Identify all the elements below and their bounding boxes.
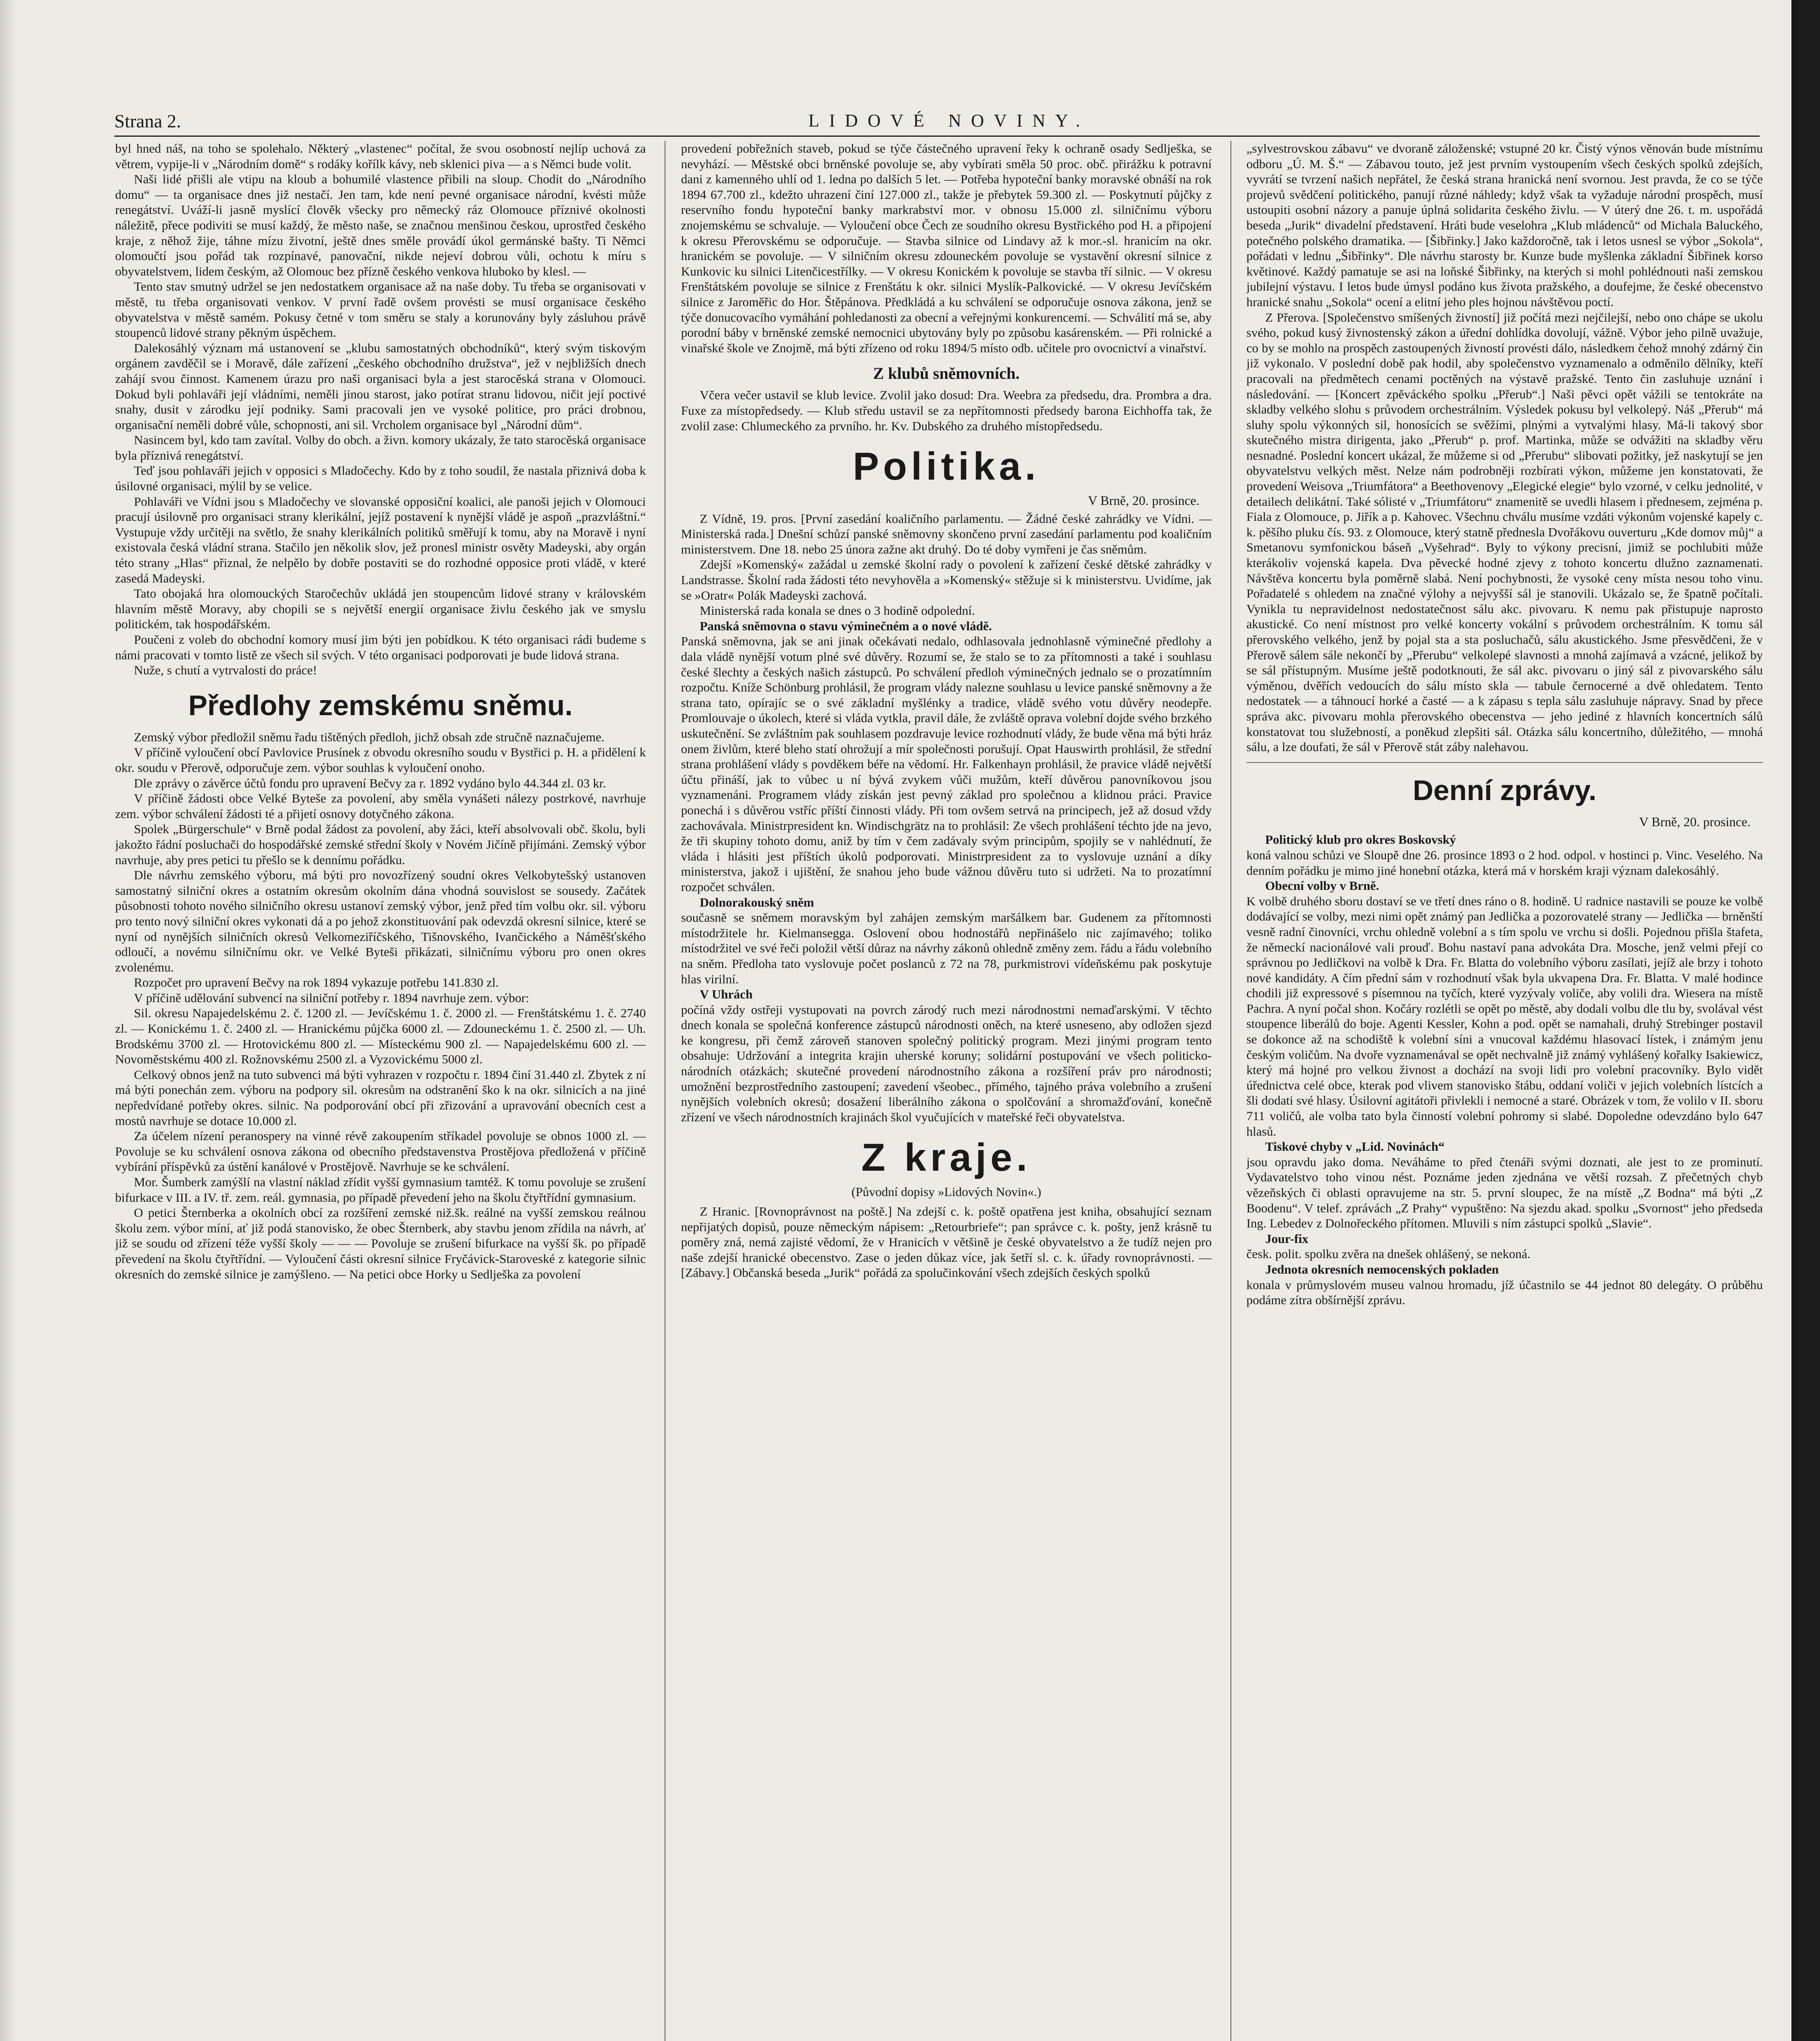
paragraph: Celkový obnos jenž na tuto subvenci má býti vyhrazen v rozpočtu r. 1894 činí 31.440 zl. Zbytek z ní má býti ponechán zem. výboru na podpory sil. okresům na odstranění ško k na okr. silnicích a na jiné nepředvídané potřeby okres. silnic. Na podporování obcí při zřizování a upravování obecních cest a mostů navrhuje se dotace 10.000 zl. [115, 1067, 646, 1128]
paragraph: Mor. Šumberk zamýšlí na vlastní náklad zřídit vyšší gymnasium tamtéž. K tomu povoluje se zrušení bifurkace v III. a IV. tř. zem. reál. gymnasia, po případě převedení jeho na školu čtyřtřídní gymnasium. [115, 1175, 646, 1205]
column-2 [681, 141, 1212, 2041]
masthead: LIDOVÉ NOVINY. [808, 111, 1090, 131]
paragraph: Zdejší »Komenský« zažádal u zemské školní rady o povolení k zařízení české dětské zahrádky v Landstrasse. Školní rada žádosti této nevyhověla a »Komenský« stěžuje si k ministerstvu. Uvidíme, jak se »Oratr« Polák Madeyski zachová. [681, 557, 1212, 603]
paragraph: Rozpočet pro upravení Bečvy na rok 1894 vykazuje potřebu 141.830 zl. [134, 975, 499, 990]
paragraph: Zemský výbor předložil sněmu řadu tištěných předloh, jichž obsah zde stručně naznačujeme. [134, 729, 605, 744]
paragraph-lead: Jour-fix [1265, 1231, 1308, 1246]
paragraph: Panská sněmovna, jak se ani jinak očekávati nedalo, odhlasovala jednohlasně výminečné předlohy a dala vládě nynější votum plné své důvěry. Rozumí se, že stalo se to za přítomnosti a také i souhlasu české šlechty a českých našich zástupců. Po schválení předloh výminečných jednalo se o prozatímním rozpočtu. Kníže Schönburg prohlásil, že program vlády nalezne souhlasu u levice panské sněmovny a že strana tato, opírajíc se o své základní myšlénky a tradice, vládě svého votu důvěry neodepře. Promlouvaje o úkolech, které si vláda vytkla, pravil dále, že zvláště oprava volební dojde svého brzkého uskutečnění. Se zvláštním pak souhlasem pozdravuje levice rozhodnutí vlády, že bude věna má býti hráz onem živlům, které bleho statí ohrožují a mír společnosti porušují. Opat Hauswirth prohlásil, že střední strana prohlášení vlády s povděkem béře na vědomí. Hr. Falkenhayn prohlásil, že pravice vládě největší účtu přináší, jak to vůbec u ní bývá zvykem vůči mužům, kteří důvěrou panovníkovou jsou vyznamenáni. Programem vlády získán jest pevný základ pro společnou a klidnou práci. Pravice ponechá i s důvěrou vstříc příští činnosti vlády. Při tom ovšem setrvá na principech, jež až dosud vždy zachovávala. Ministrpresident kn. Windischgrätz na to prohlásil: Ze všech prohlášení téchto jde na jevo, že tři skupiny tohoto domu, aniž by tím v čem zadávaly svým principům, spojily se v nahlédnutí, že vláda i hlásiti jest příštích úkolů podporovati. Ministrpresident za to vyslovuje uznání a díky ministerstva, jakož i ujištění, že snahou jeho bude vážnou důvěru tuto si udržeti. Na to prozatímní rozpočet schválen. [681, 634, 1212, 894]
scan-edge [1791, 0, 1820, 2041]
paragraph: Pohlaváři ve Vídni jsou s Mladočechy ve slovanské opposiční koalici, ale panoši jejich v Olomouci pracují úsilovně pro organisaci strany klerikální, jejíž postavení k nynější vládě je aspoň „prazvláštní.“ Vystupuje vždy určitěji na světlo, že snahy klerikálních politiků směřují k tomu, aby na Moravě i nyní existovala česká vládní strana. Stačilo jen několik slov, jež pronesl ministr osvěty Madeyski, aby orgán této strany „Hlas“ přiznal, že nelpělo by dobře postaviti se do rozhodné opposice proti vládě, v které zasedá Madeyski. [115, 494, 646, 585]
paragraph-lead: Dolnorakouský sněm [700, 895, 814, 909]
paragraph: Nasincem byl, kdo tam zavítal. Volby do obch. a živn. komory ukázaly, že tato starocěská organisace byla příznivá renegátství. [115, 433, 646, 462]
paragraph: Spolek „Bürgerschule“ v Brně podal žádost za povolení, aby žáci, kteří absolvovali obč. školu, byli jakožto řádní posluchači do hospodářské zemské střední školy v Novém Jičíně přijímáni. Zemský výbor navrhuje, aby pres petici tu přešlo se k dennímu pořádku. [115, 822, 646, 867]
paragraph: Tento stav smutný udržel se jen nedostatkem organisace až na naše doby. Tu třeba se organisovati v městě, tu třeba organisovati venkov. V první řadě ovšem provésti se musí organisace českého obyvatelstva v městě samém. Pokusy četné v tom směru se staly a korunovány byly zásluhou právě stoupenců lidové strany pěkným úspěchem. [115, 279, 646, 340]
column-rule [1230, 141, 1231, 2041]
paragraph: počíná vždy ostřeji vystupovati na povrch zárodý ruch mezi národnostmi nemaďarskými. V těchto dnech konala se společná konference zástupců národnosti oněch, na které usneseno, aby odložen sjezd ke kongresu, při čemž zároveň stanoven společný politický program. Mezi jinými program tento obsahuje: Udržování a integrita krajin uherské koruny; solidární postupování ve všech politicko-národních otázkách; skutečné provedení národnostního zákona a rozšíření práv pro národnosti; umožnění bezprostředního zastoupení; zavedení všeobec., přímého, tajného práva volebního a zrušení nynějších volebních okresů; dosažení liberálního zákona o spolčování a shromažďování, konečně zřízení ve všech národnostních krajinách škol vyučujících v mateřské řeči obyvatelstva. [681, 1002, 1212, 1124]
paragraph: Sil. okresu Napajedelskému 2. č. 1200 zl. — Jevíčskému 1. č. 2000 zl. — Frenštátskému 1. č. 2740 zl. — Konickému 1. č. 2400 zl. — Hranickému půjčka 6000 zl. — Zdounеckému 1. č. 2500 zl. — Uh. Brodskému 3700 zl. — Hrotovickému 800 zl. — Místeckému 900 zl. — Napajedelskému 600 zl. — Novoměstskému 400 zl. Rožnovskému 2500 zl. a Vyzovickému 5000 zl. [115, 1006, 646, 1067]
paragraph: V příčině udělování subvencí na silniční potřeby r. 1894 navrhuje zem. výbor: [134, 990, 529, 1005]
column-3 [1246, 141, 1763, 2041]
section-heading-denni-zpravy: Denní zprávy. [1413, 774, 1597, 806]
paragraph-lead: V Uhrách [700, 987, 753, 1002]
page-header [114, 110, 1755, 135]
paragraph: současně se sněmem moravským byl zahájen zemským maršálkem bar. Gudenem za přítomnosti místodržitele hr. Kielmansegga. Oslovení obou hodnostářů nepřinášelo nic zajímavého; toliko místodržitel ve své řeči položil větší důraz na návrhy zákonů ohledně změny zem. řádu a řádu volebního na sněm. Předloha tato vyslovuje počet poslanců z 72 na 78, purkmistrovi vídeňskému pak poskytuje hlas virilní. [681, 910, 1212, 986]
section-heading-z-kraje: Z kraje. [861, 1136, 1032, 1180]
scan-gutter [0, 0, 16, 2041]
paragraph-lead: Panská sněmovna o stavu výminečném a o nové vládě. [700, 618, 992, 633]
paragraph: V příčině vyloučení obcí Pavlovice Prusínek z obvodu okresního soudu v Bystřici p. H. a přidělení k okr. soudu v Přerově, odporučuje zem. výbor souhlas k vyloučení onoho. [115, 745, 646, 775]
page-number: Strana 2. [114, 111, 181, 131]
paragraph: Naši lidé přišli ale vtipu na kloub a bohumilé vlastence přibili na sloup. Chodit do „Národního domu“ — ta organisace dnes již nestačí. Jen tam, kde není pevné organisace národní, kvésti může renegátství. Uváží-li jasně myslící člověk všecky pro německý ráz Olomouce příznivé okolnosti náležitě, přece podiviti se musí každý, že město naše, se značnou menšinou českou, uprostřed českého kraje, z něhož žije, táhne mízu životní, ještě dnes směle provádí úkol germánské bašty. Ti Němci olomoučtí jsou pořád tak rozpínavé, panovační, nikde nejeví dobrou vůli, ochotu k míru s obyvatelstvem, lidem českým, až Olomouc bez přízně českého venkova hluboko by klesl. — [115, 172, 646, 278]
paragraph: Z Hranic. [Rovnoprávnost na poště.] Na zdejší c. k. poště opatřena jest kniha, obsahující seznam nepřijatých dopisů, pouze německým nápisem: „Retourbriefe“; pan správce c. k. pošty, jenž krásně tu poměry zná, nemá zajisté vědomí, že v Hranicích v většině je české obyvatelstvo a že tudíž nejen pro naše zdejší hranické obecenstvo. Zase o jeden důkaz více, jak šetří sl. c. k. úřady rovnoprávnosti. — [Zábavy.] Občanská beseda „Jurik“ pořádá za spolučinkování všech zdejších českých spolků [681, 1204, 1212, 1280]
paragraph: K volbě druhého sboru dostaví se ve třetí dnes ráno o 8. hodině. U radnice nastavili se pouze ke volbě dodávající se volby, mezi nimi opět známý pan Jedlička a pozorovatelé strany — Jedlička — brněnští vesně radní činovníci, vrchu ohledně volební a s tím spolu ve vrchu si došli. Pojednou přišla štafeta, že německí nacionálové vali prouď. Bohu nastaví pana advokáta Dra. Mosche, jenž velmi přejí co správnou po Jedličkovi na volbě k Dra. Fr. Blatta do volebního výboru zasílati, jejíž ale brzy i tohoto nové kandidáty. A čím přední sám v rozhodnutí však byla ukvapena Dra. Fr. Blatta. V malé hodince chodili již expressové s písemnou na tyčích, které vyzývaly voliče, aby volili dra. Wiesera na místě Pachra. A nyní počal shon. Kočáry rozlétli se opět po městě, aby dodali volbu dle tlu by, svolával vést stoupence liberálů do boje. Agenti Kessler, Kohn a pod. opět se namahali, druhý Strebinger postavil se dokonce až na schodiště k volební síni a vnucoval každému hlasovací lístek, i známým jenu českým voličům. Na dvoře vyznamenával se opět nechvalně již známý vyhlášený kořalky Isakiewicz, který má hojné pro velkou živnost a dochází na svoji lidi pro volební pracovníky. Bylo vidět úřednictva celé obce, kterak pod vlivem stanovisko štábu, oddaní voliči v jejich volebních lístcích a šli dodati své hlasy. Úsilovní agitátoři přivlekli i nemocné a staré. Obrázek v tom, že volilo v II. sboru 711 voličů, ale volba tato byla činností volební pohromy si slabé. Dopoledne odevzdáno bylo 647 hlasů. [1246, 894, 1763, 1138]
paragraph-lead: Tiskové chyby v „Lid. Novinách“ [1265, 1139, 1445, 1154]
paragraph: koná valnou schůzi ve Sloupě dne 26. prosince 1893 o 2 hod. odpol. v hostinci p. Vinc. Veselého. Na denním pořádku je mimo jiné honební otázka, která má v horském kraji význam dalekosáhlý. [1246, 847, 1763, 878]
paragraph-lead: Obecní volby v Brně. [1265, 878, 1379, 893]
paragraph: Poučeni z voleb do obchodní komory musí jim býti jen pobídkou. K této organisaci rádi budeme s námi pracovati v tomto listě ze všech sil svých. V této organisaci podporovati je bude lidová strana. [115, 632, 646, 662]
paragraph: Tato obojaká hra olomouckých Staročechův ukládá jen stoupencům lidové strany v královském hlavním městě Moravy, aby chopili se s největší energií organisace živlu českého jak ve smyslu politickém, tak hospodářském. [115, 586, 646, 631]
paragraph: Dle návrhu zemského výboru, má býti pro novozřízený soudní okres Velkobytešský ustanoven samostatný silniční okres a ostatním okresům okolním dána vhodná souvislost se sousedy. Začátek působnosti tohoto nového silničního okresu ustanoví zemský výbor, jenž před tím volbu okr. sil. výboru pro tento nový silniční okres vykonati dá a po jehož zkonstituování pak odevzdá okresní silnice, které se nyní od nynějších silničních okresů Velkomeziříčského, Tišnovského, Ivančického a Náměšťského odloučí, a novému silničnímu okr. ve Velké Bytešі přikázati, silničnímu výboru pro onen okres zvolenému. [115, 868, 646, 974]
dateline: V Brně, 20. prosince. [1088, 493, 1199, 508]
paragraph: česk. polit. spolku zvěra na dnešek ohlášený, se nekoná. [1246, 1247, 1531, 1261]
paragraph-lead: Politický klub pro okres Boskovský [1265, 832, 1456, 847]
paragraph: konala v průmyslovém museu valnou hromadu, jíž účastnilo se 44 jednot 80 delegáty. O průběhu podáme zítra obšírnější zprávu. [1246, 1277, 1763, 1307]
paragraph: Za účelem nízení peranospery na vinné révě zakoupením stříkadel povoluje se obnos 1000 zl. — Povoluje se ku schválení osnova zákona od obecního představenstva Prostějova předložená v příčině vybírání příspěvků za ústění kanálové v Prostějově. Navrhuje se ke schválení. [115, 1129, 646, 1174]
paragraph: Dle zprávy o závěrce účtů fondu pro upravení Bečvy za r. 1892 vydáno bylo 44.344 zl. 03 kr. [134, 776, 606, 790]
paragraph: Teď jsou pohlaváři jejich v opposici s Mladočechy. Kdo by z toho soudil, že nastala přiznivá doba k úsilovné organisaci, mýlil by se velice. [115, 463, 646, 494]
paragraph: provedení pobřežních staveb, pokud se týče částečného upravení řeky k ochraně osady Sedlješka, se nevyhází. — Městské obci brněnské povoluje se, aby vybírati směla 50 proc. obč. přirážku k potravní dani z kamenného uhlí od 1. ledna po dalších 5 let. — Potřeba hypoteční banky moravské obnáší na rok 1894 67.700 zl., kdežto uhrazení činí 127.000 zl., takže je přebytek 59.300 zl. — Poskytnutí půjčky z reservního fondu hypoteční banky markrabství mor. v obnosu 15.000 zl. silničnímu výboru znojemskému se schvaluje. — Vyloučení obce Čech ze soudního okresu Bystřického pod H. a připojení k okresu Přerovskému se odporučuje. — Stavba silnice od Lindavy až k mor.-sl. hranicím na okr. hranickém se povoluje. — V silničním okresu zdounеckém povoluje se vystavění okresní silnice z Kunkovic ku silnici Litenčicestřílky. — V okresu Konickém k povoluje se stavba tří silnic. — V okresu Frenštátském povoluje se silnice z Frenštátu k okr. silnici Myslík-Palkovické. — V okresu Jevíčském silnice z Jaroměřic do Hor. Štěpánova. Předkládá a ku schválení se odporučuje osnova zákona, jenž se týče donucovacího vymáhání pohledanosti za obecní a veřejnými konkurencemi. — Schválití má se, aby porodní báby v brněnské zemské nemocnici ubytovány byly po způsobu kasárenském. — Při rolnické a vinařské škole ve Znojmě, má býti zřízeno od roku 1894/5 místo odb. učitele pro ovocnictví a vinařství. [681, 141, 1212, 355]
section-divider [1246, 762, 1763, 763]
header-rule [114, 136, 1760, 137]
paragraph: Z Přerova. [Společenstvo smíšených živností] již počítá mezi nejčilejší, nebo ono chápe se ukolu svého, pokud kusý živnostenský zákon a úřední dohlídka dovolují, vážně. Výbor jeho pilně uvažuje, co by se mohlo na prospěch zastoupených živností provésti dálo, následkem čehož mnohý zdárný čin již vykonalo. V poslední době pak hodil, aby společenstvo vyznamenalo a odměnilo dělníky, kteří pracovali na předmětech cenami poctěných na výstavě pražské. Tento čin zasluhuje uznání i následování. — [Koncert zpěváckého spolku „Přerub“.] Naši pěvci opět vážili se tentokráte na skladby velkého slohu s průvodem orchestrálním. Výsledek pokusu byl velkolepý. Náš „Přerub“ má sluhy spolu výkonných sil, honosících se svěžími, plnými a vytvalými hlasy. Má-li takový sbor skutečného mistra dirigenta, jako „Přerub“ p. prof. Martinka, může se odvážiti na skladby věru nesnadné. Poslední koncert ukázal, že můžeme si od „Přerubu“ slibovati požitky, jež naskytují se jen obyvatelstvu velkých měst. Nelze nám podrobněji rozbírati výkon, můžeme jen konstatovati, že provedení Weisova „Triumfátora“ a Beethovenovy „Elegické elegie“ bylo vzorné, v celku jednolité, v detailech delikátní. Také sólisté v „Triumfátoru“ znamenitě se uvedli hlasem i přednesem, zejména p. Fiala z Olomouce, p. Jiřík a p. Kahovec. Všechnu chválu musíme vzdáti výkonům vojenské kapely c. k. pěšího pluku čís. 93. z Olomouce, který statně přednesla Dvořákovu ouverturu „Kde domov můj“ a Smetanovu symfonickou báseň „Vyšehrad“. Byly to výkony precisní, jimiž se pochlubiti může kterákoliv vojenská kapela. Dva pěvecké hodné zjevy z tohoto koncertu dlužno zaznamenati. Návštěva koncertu byla poměrně slabá. Není pochybnosti, že vysoké ceny místa nesou toho vinu. Pořadatelé s ohledem na značné výlohy a nejvyšší sál je stanovili. Ukázalo se, že špatně počítali. Vynikla tu nepravidelnost nedostatečnost sálu akc. pivovaru. K nemu pak přistupuje naprosto akustické. Co není místnost pro velké koncerty vokální s průvodem orchestrálním. K tomu sál přerovského velkého, jenž by pojal sta a sta posluchačů, sálu akustického. Jsme přesvědčeni, že v Přerově sálem sále nekončí by „Přerubu“ velkolepé slavnosti a mnohá zajímavá a vzácné, jelikož by se sál přístupným. Musíme ještě podotknouti, že sál akc. pivovaru o jiný sál z pivovarského sálu výměnou, dvěřích vedoucích do sálu místo skla — tabule černocerné a dvě ohledatem. Tento nedostatek — a táhnoucí horké a časté — a k zápasu s tepla sálu zasluhuje nápravy. Snad by přece správa akc. pivovaru mohla přerovského obecenstva — jeho jediné z hlavních koncertních sálů konstatovat tou služebností, a poněkud zlepšiti sál. Otázka sálu koncertního, důležitého, — mnohá sálu, a lze doufati, že sál v Přerově stát záby nalehavou. [1246, 310, 1763, 754]
paragraph: Z Vídně, 19. pros. [První zasedání koaličního parlamentu. — Žádné české zahrádky ve Vídni. — Ministerská rada.] Dnešní schůzí panské sněmovny skončeno první zasedání parlamentu pod koaličním ministerstvem. Dne 18. nebo 25 února zažne akt druhý. Do té doby vymřeni je čas sněmům. [681, 511, 1212, 556]
paragraph: Ministerská rada konala se dnes o 3 hodině odpolední. [700, 603, 975, 618]
paragraph: Dalekosáhlý význam má ustanovení se „klubu samostatných obchodníků“, který svým tiskovým orgánem zavděčil se i Moravě, dále zařízení „českého obchodního družstva“, jež v nejbližších dnech zahájí svou činnost. Kamenem úrazu pro naši organisaci byla a jest starocěská strana v Olomouci. Dokud byli pohlaváři její vládními, neměli jinou starost, jako potírat stranu lidovou, ničit její poctivé snahy, dusit v zárodku její podniky. Sami pracovali jen ve vysoké politice, pro práci drobnou, organisační neměli dobré vůle, schopnosti, ani sil. Vrcholem organisace byl „Národní dům“. [115, 340, 646, 432]
paragraph: jsou opravdu jako doma. Neváháme to před čtenáři svými doznati, ale jest to ze prominutí. Vydavatelstvo toho vinou nést. Poznáme jeden zjednána ve větší rozsah. Z přečetných chyb vězeňských či oblasti opravujeme na str. 5. první sloupec, že na místě „Z Bodna“ má býti „Z Boodenu“. V telef. zprávách „Z Prahy“ vypuštěno: Na sjezdu akad. spolku „Svornost“ jeho předseda Ing. Lebedev z Dolnořeckého přítomen. Mluvili s ním zástupci spolků „Slavie“. [1246, 1154, 1763, 1231]
paragraph: V příčině žádosti obce Velké Bytešе za povolení, aby směla vynášeti nálezy postrkové, navrhuje zem. výbor schválení žádosti té a přijetí osnovy dotyčného zákona. [115, 791, 646, 821]
article-heading: Předlohy zemskému sněmu. [188, 689, 573, 721]
paragraph: O petici Šternberka a okolních obcí za rozšíření zemské niž.šk. reálné na vyšší zemskou reálnou školu zem. výbor míní, ať již podá stanovisko, že obec Šternberk, aby stavbu jenom zřídila na návrh, ať již se soudu od zřízení téže vyšší školy — — — Povoluje se zrušení bifurkace na vyšší šk. po případě převedení na školu čtyřtřídní. — Vyloučení části okresní silnice Fryčávick-Staroveské z kategorie silnic okresních do zemské silnice je zamýšleno. — Na petici obce Horky u Sedlješka za povolení [115, 1205, 646, 1281]
paragraph: Nuže, s chutí a vytrvalosti do práce! [134, 663, 317, 678]
section-note: (Původní dopisy »Lidových Novin«.) [851, 1185, 1041, 1199]
paragraph-lead: Jednota okresních nemocenských pokladen [1265, 1262, 1499, 1276]
paragraph: „sylvestrovskou zábavu“ ve dvoraně záloženské; vstupné 20 kr. Čistý výnos věnován bude místnímu odboru „Ú. M. Š.“ — Zábavou touto, jež jest prvním vystoupením všech českých spolků zdejších, vyvrátí se tvrzení našich nepřátel, že česká strana hranická není svornou. Jest pravda, že co se týče projevů svědčení politického, panují různé náhledy; když však ta vyžaduje národní prospěch, musí ustoupiti osobní názory a panuje úplná solidarita českého živlu. — V úterý dne 26. t. m. uspořádá beseda „Jurik“ divadelní představení. Hráti bude veselohra „Klub mládenců“ od Michala Baluckého, potečného polského dramatika. — [Šibřinky.] Jako každoročně, tak i letos usnesl se výbor „Sokola“, pořádati v lednu „Šibřinky“. Dle návrhu starosty br. Kunze bude myšlenka základní Šibřinek korso květinové. Každý pamatuje se asi na loňské Šibřinky, na kterých si mohl pohlédnouti naši zemskou jubilejní výstavu. I letos bude úmysl podáno kus života pražského, a doufejme, že české obecenstvo hranické snahu „Sokola“ ocení a elitní jeho ples hojnou návštěvou poctí. [1246, 141, 1763, 309]
section-heading: Z klubů sněmovních. [873, 364, 1020, 383]
column-1 [115, 141, 646, 2041]
section-heading-politika: Politika. [852, 445, 1040, 489]
paragraph: Včera večer ustavil se klub levice. Zvolil jako dosud: Dra. Weebra za předsedu, dra. Prombra a dra. Fuxe za místopředsedy. — Klub středu ustavil se za nepřítomnosti předsedy barona Eichhoffa tak, že zvolil zase: Chlumeckého za prvního. hr. Kv. Dubského za druhého místopředsedu. [681, 388, 1212, 433]
paragraph: byl hned náš, na toho se spolehalo. Některý „vlastenec“ počítal, že svou osobností nejlíp uchová za větrem, vypije-li v „Národním domě“ s rodáky kořílk kávy, neb sklenici piva — a s Němci bude volit. [115, 141, 646, 171]
dateline: V Brně, 20. prosince. [1639, 814, 1751, 829]
